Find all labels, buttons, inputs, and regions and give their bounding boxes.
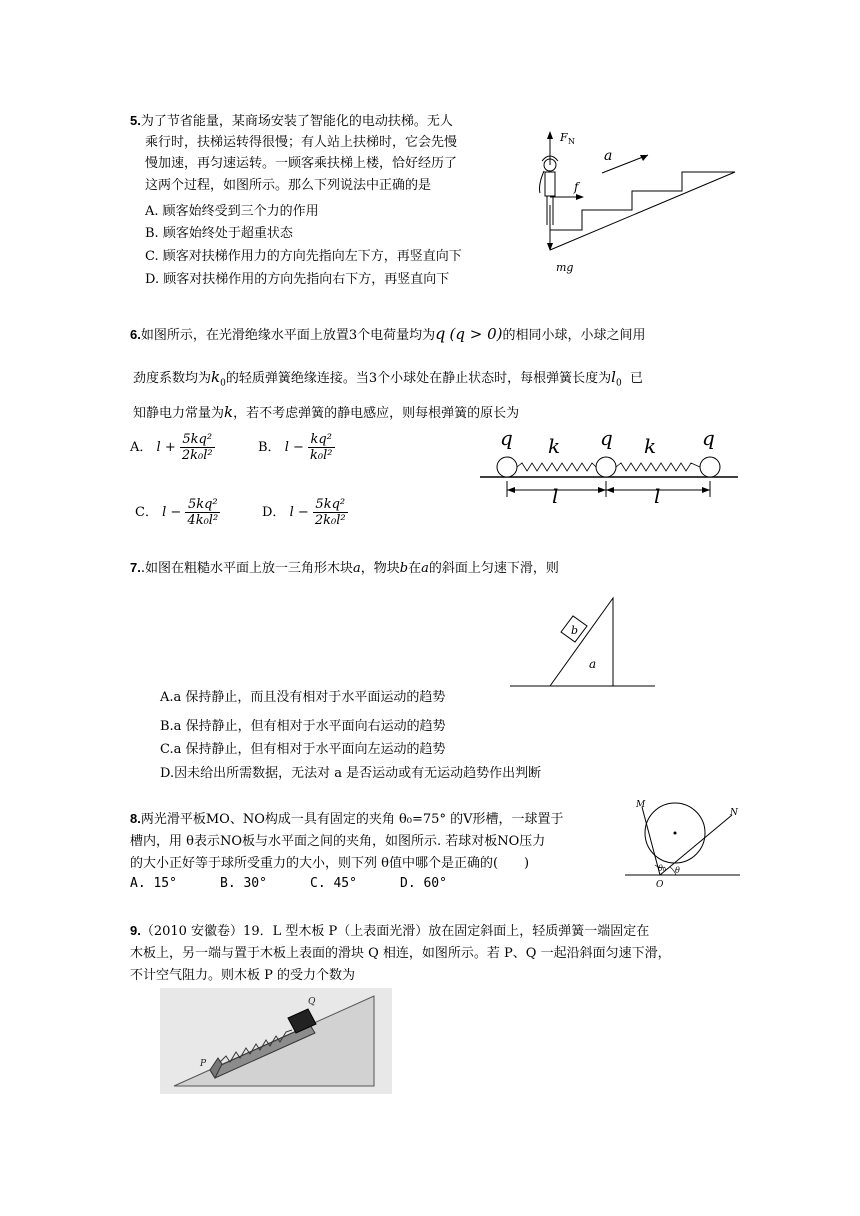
q9-line-3: 不计空气阻力。则木板 P 的受力个数为 <box>130 968 356 983</box>
q6-number: 6. <box>130 327 141 342</box>
q5-option-c[interactable]: C. 顾客对扶梯作用力的方向先指向左下方，再竖直向下 <box>145 249 462 264</box>
q7-option-c[interactable]: C.a 保持静止，但有相对于水平面向左运动的趋势 <box>160 742 446 757</box>
q7-option-a[interactable]: A.a 保持静止，而且没有相对于水平面运动的趋势 <box>160 690 446 705</box>
q9-number: 9. <box>130 923 141 938</box>
q8-line-3: 的大小正好等于球所受重力的大小，则下列 θ值中哪个是正确的( ) <box>130 856 530 871</box>
q8-option-b[interactable]: B. 30° <box>220 876 267 891</box>
q7-line-1: 7..如图在粗糙水平面上放一三角形木块a，物块b在a的斜面上匀速下滑，则 <box>130 560 559 576</box>
q8-label-m: M <box>636 800 646 810</box>
q6-charge-1: q <box>500 426 513 450</box>
q5-line-4: 这两个过程，如图所示。那么下列说法中正确的是 <box>145 178 432 193</box>
q6-line-1: 6.如图所示，在光滑绝缘水平面上放置3个电荷量均为q (q > 0)的相同小球，小球之间用 <box>130 324 646 343</box>
q7-wedge-figure <box>505 590 665 690</box>
q7-option-d[interactable]: D.因未给出所需数据，无法对 a 是否运动或有无运动趋势作出判断 <box>160 766 542 781</box>
q5-escalator-figure <box>530 125 740 275</box>
q9-line-2: 木板上，另一端与置于木板上表面的滑块 Q 相连，如图所示。若 P、Q 一起沿斜面匀速下滑， <box>130 946 671 961</box>
q9-incline-figure <box>160 988 392 1094</box>
q6-line-2: 劲度系数均为$k_0$的轻质弹簧绝缘连接。当3个小球处在静止状态时，每根弹簧长度为$l_0$ 已 <box>133 368 643 389</box>
q9-line-1: 9.（2010 安徽卷）19．L 型木板 P（上表面光滑）放在固定斜面上，轻质弹簧一端固定在 <box>130 923 650 939</box>
q6-length-2: l <box>654 484 661 508</box>
q7-number: 7. <box>130 560 141 575</box>
q6-option-d[interactable]: D． l − $\frac{\text{5kq²}}{\text{2k₀l²}}$ <box>262 497 346 528</box>
q6-charge-2: q <box>600 426 613 450</box>
q7-label-a: a <box>589 657 597 671</box>
q5-number: 5. <box>130 113 141 128</box>
q5-option-d[interactable]: D. 顾客对扶梯作用的方向先指向右下方，再竖直向下 <box>145 272 450 287</box>
q8-number: 8. <box>130 811 141 826</box>
q8-label-theta0: θ₀ <box>658 864 667 873</box>
q6-spring-k-2: k <box>644 434 657 458</box>
q5-line-3: 慢加速，再匀速运转。一顾客乘扶梯上楼，恰好经历了 <box>145 156 458 171</box>
q8-option-c[interactable]: C. 45° <box>310 876 357 891</box>
q8-label-o: O <box>656 880 664 890</box>
q5-label-a: a <box>604 148 613 164</box>
q8-line-1: 8.两光滑平板MO、NO构成一具有固定的夹角 θ₀=75° 的V形槽，一球置于 <box>130 811 564 827</box>
q5-label-fn: F <box>560 131 568 144</box>
q6-option-a[interactable]: A． l + $\frac{\text{5kq²}}{\text{2k₀l²}}$ <box>130 432 213 463</box>
q6-length-1: l <box>552 484 559 508</box>
q7-option-b[interactable]: B.a 保持静止，但有相对于水平面向右运动的趋势 <box>160 719 446 734</box>
q5-line-1: 5.为了节省能量，某商场安装了智能化的电动扶梯。无人 <box>130 113 453 129</box>
q5-label-mg: mg <box>556 261 574 274</box>
q8-line-2: 槽内，用 θ表示NO板与水平面之间的夹角，如图所示. 若球对板NO压力 <box>130 834 546 849</box>
q8-option-d[interactable]: D. 60° <box>400 876 447 891</box>
q6-spring-k-1: k <box>548 434 561 458</box>
q6-charge-3: q <box>702 426 715 450</box>
q9-label-q: Q <box>308 997 316 1007</box>
q9-label-p: P <box>200 1059 207 1069</box>
q5-option-a[interactable]: A. 顾客始终受到三个力的作用 <box>145 204 319 219</box>
q6-spring-figure <box>480 425 740 508</box>
q8-option-a[interactable]: A. 15° <box>130 876 177 891</box>
q6-line-3: 知静电力常量为k，若不考虑弹簧的静电感应，则每根弹簧的原长为 <box>133 403 520 421</box>
q6-option-c[interactable]: C． l − $\frac{\text{5kq²}}{\text{4k₀l²}}$ <box>135 497 219 528</box>
q5-label-f: f <box>574 180 579 194</box>
q8-label-n: N <box>730 808 738 818</box>
q5-option-b[interactable]: B. 顾客始终处于超重状态 <box>145 226 293 241</box>
q8-v-groove-figure <box>620 795 745 890</box>
q8-label-theta: θ <box>675 866 680 875</box>
q6-option-b[interactable]: B． l − $\frac{\text{kq²}}{\text{k₀l²}}$ <box>258 432 333 463</box>
q5-line-2: 乘行时，扶梯运转得很慢；有人站上扶梯时，它会先慢 <box>145 135 458 150</box>
q7-label-b: b <box>571 624 579 637</box>
q5-label-fn-sub: N <box>568 137 575 146</box>
